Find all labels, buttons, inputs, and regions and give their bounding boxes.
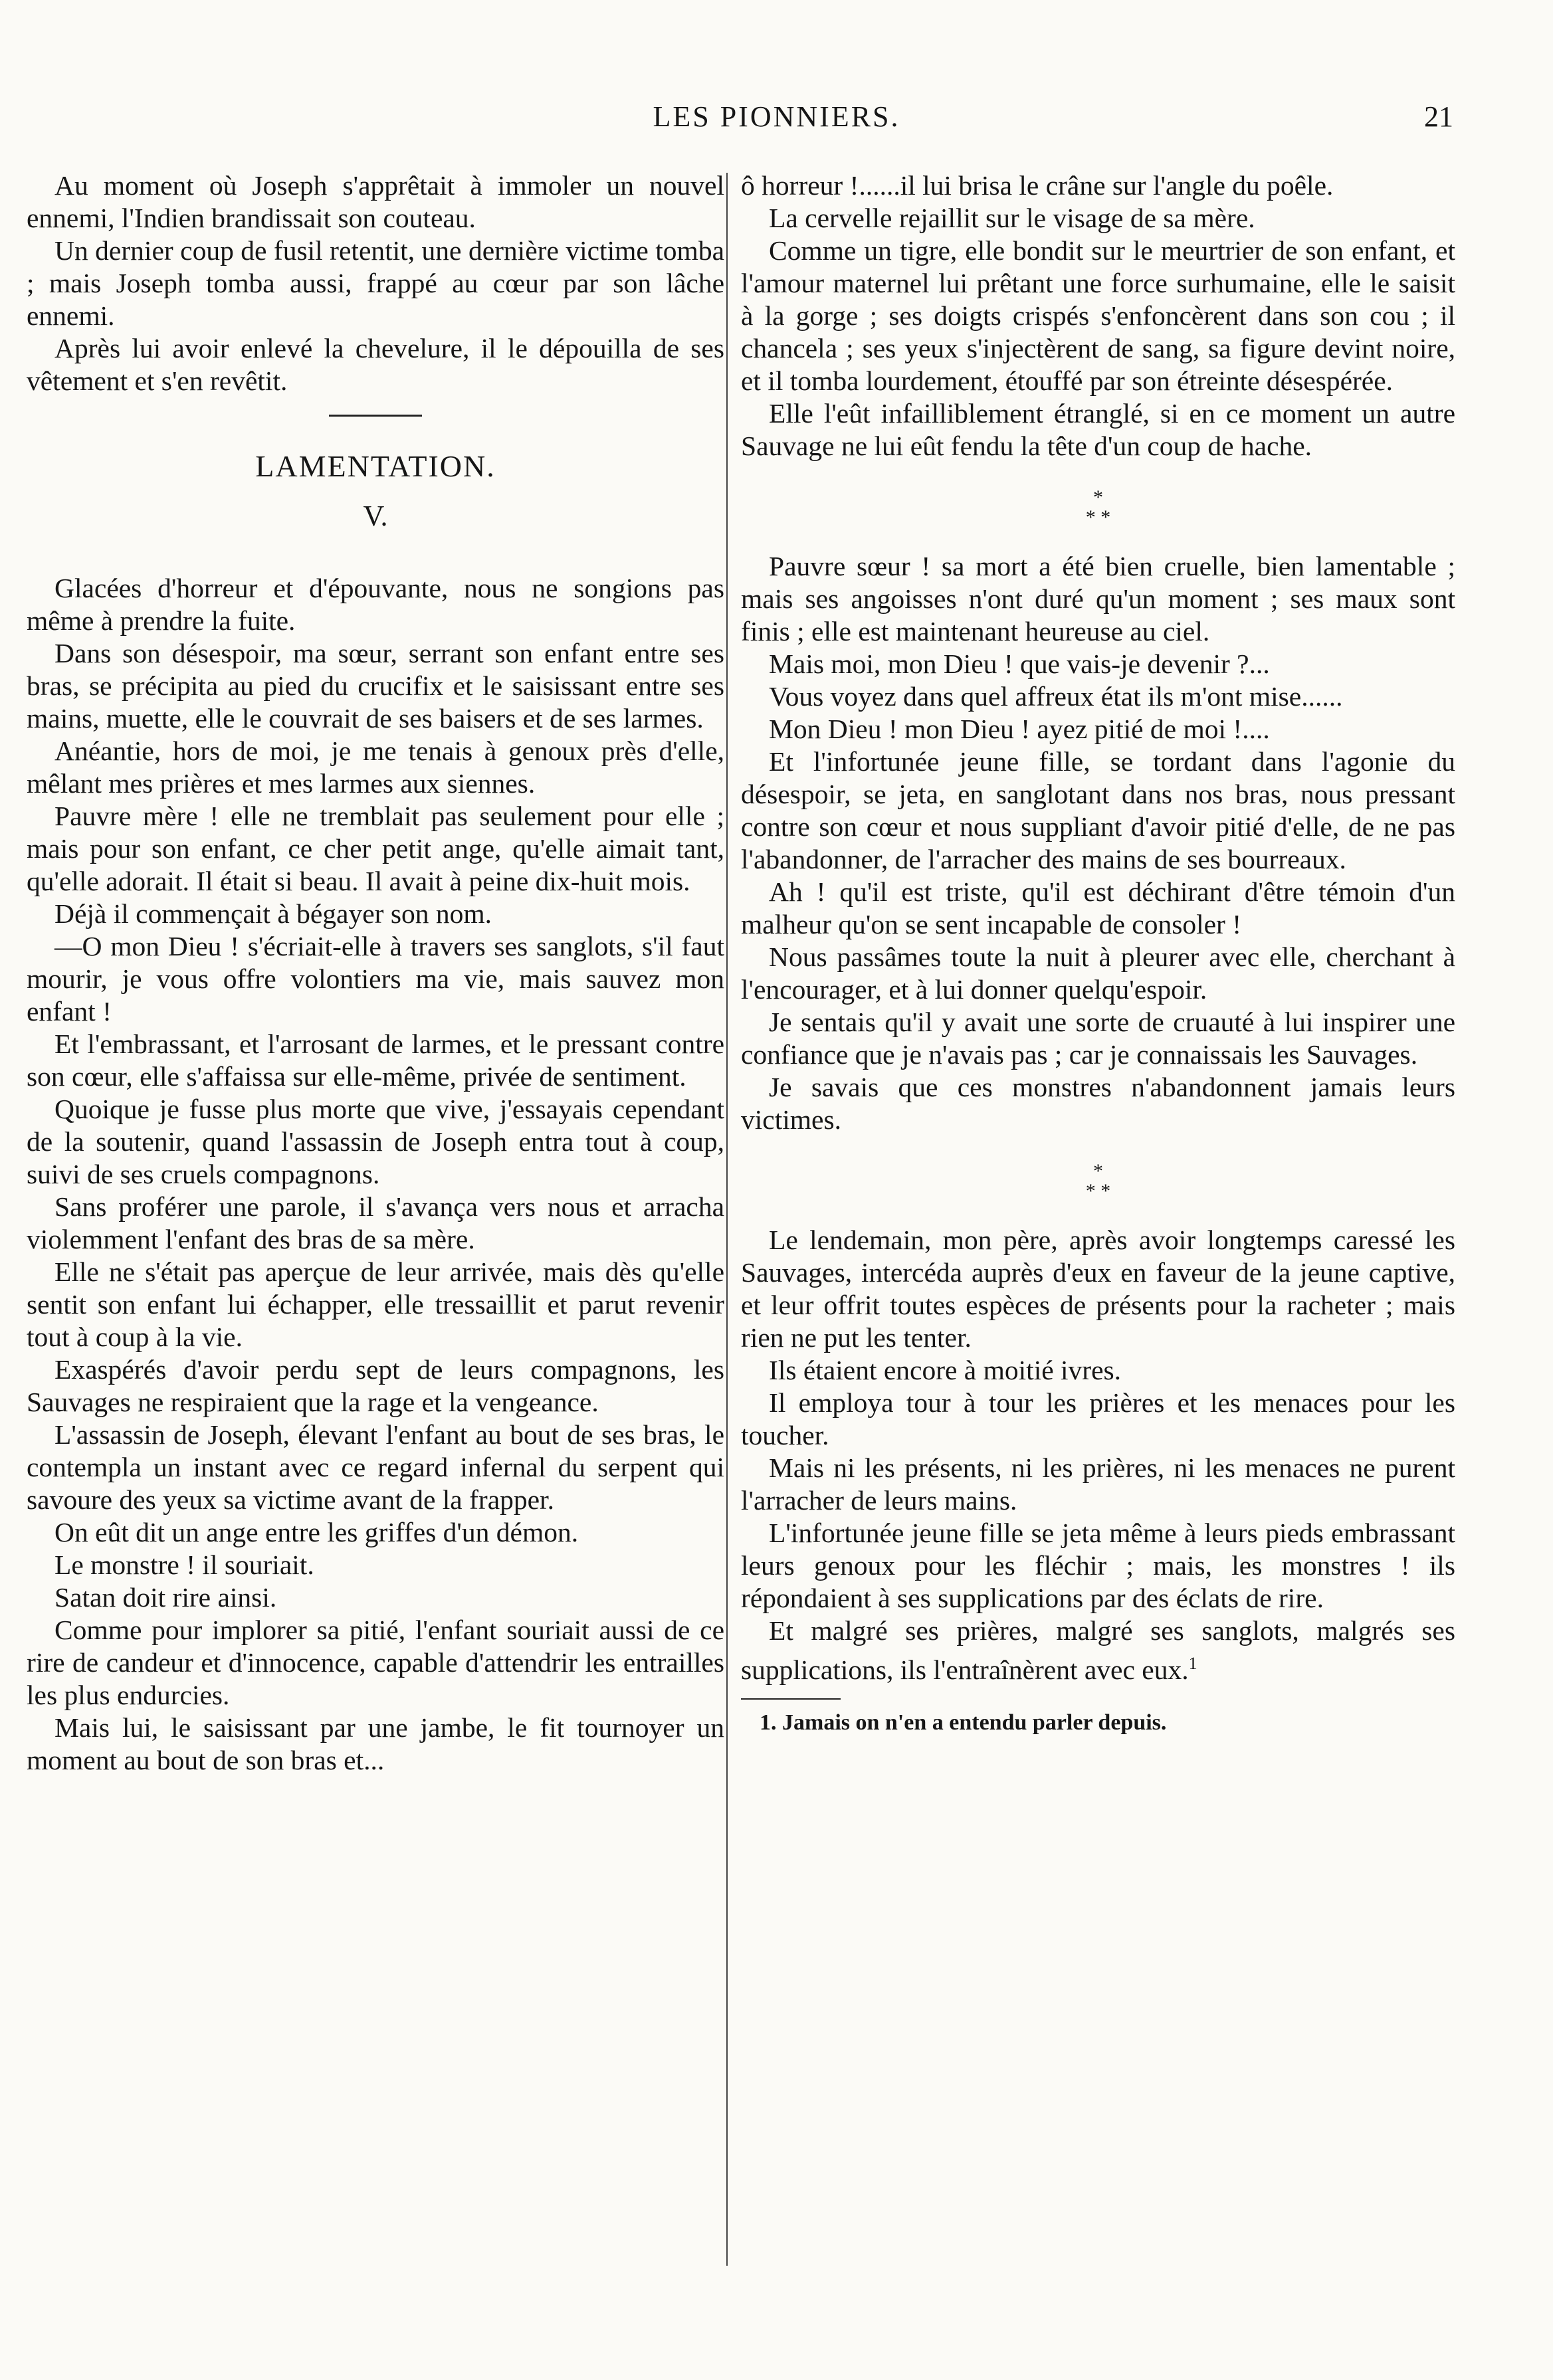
- paragraph: Mais ni les présents, ni les prières, ni les menaces ne purent l'arracher de leurs mains.: [741, 1452, 1455, 1516]
- paragraph: [741, 1615, 1455, 1686]
- paragraph-text: Et malgré ses prières, malgré ses sanglots, malgrés ses supplications, ils l'entraînèrent avec eux.: [741, 1615, 1455, 1685]
- left-column: [27, 169, 724, 1777]
- section-number: V.: [363, 500, 388, 532]
- running-title: LES PIONNIERS.: [653, 100, 900, 133]
- paragraph: L'infortunée jeune fille se jeta même à leurs pieds embrassant leurs genoux pour les fléchir ; mais, les monstres ! ils répondaient à ses supplications par des éclats de rire.: [741, 1518, 1455, 1613]
- paragraph: L'assassin de Joseph, élevant l'enfant au bout de ses bras, le contempla un instant avec ce regard infernal du serpent qui savoure des yeux sa victime avant de la frapper.: [27, 1419, 724, 1515]
- paragraph: Après lui avoir enlevé la chevelure, il le dépouilla de ses vêtement et s'en revêtit.: [27, 333, 724, 396]
- footnote-marker: 1: [1188, 1654, 1197, 1673]
- paragraph: Vous voyez dans quel affreux état ils m'ont mise......: [769, 681, 1343, 712]
- paragraph: ô horreur !......il lui brisa le crâne sur l'angle du poêle.: [741, 170, 1334, 201]
- paragraph: Dans son désespoir, ma sœur, serrant son enfant entre ses bras, se précipita au pied du crucifix et le saisissant entre ses mains, muette, elle le couvrait de ses baisers et de ses larmes.: [27, 638, 724, 734]
- section-title: LAMENTATION.: [255, 449, 496, 483]
- paragraph: Le monstre ! il souriait.: [54, 1549, 314, 1580]
- paragraph: Elle l'eût infailliblement étranglé, si en ce moment un autre Sauvage ne lui eût fendu la tête d'un coup de hache.: [741, 398, 1455, 461]
- asterism-top: *: [1093, 1160, 1103, 1182]
- asterism-bottom: * *: [1085, 1180, 1111, 1202]
- paragraph: Sans proférer une parole, il s'avança vers nous et arracha violemment l'enfant des bras de sa mère.: [27, 1191, 724, 1254]
- asterism-top: *: [1093, 486, 1103, 508]
- footnote-rule: [741, 1698, 841, 1700]
- paragraph: Mais lui, le saisissant par une jambe, le fit tournoyer un moment au bout de son bras et...: [27, 1712, 724, 1775]
- asterism-bottom: * *: [1085, 506, 1111, 528]
- paragraph: Et l'infortunée jeune fille, se tordant dans l'agonie du désespoir, se jeta, en sanglotant dans nos bras, nous pressant contre son cœur et nous suppliant d'avoir pitié d'elle, de ne pas l'abandonner, de l'arracher des mains de ses bourreaux.: [741, 746, 1455, 874]
- right-column: [741, 169, 1455, 1737]
- paragraph: Pauvre sœur ! sa mort a été bien cruelle, bien lamentable ; mais ses angoisses n'ont duré qu'un moment ; ses maux sont finis ; elle est maintenant heureuse au ciel.: [741, 551, 1455, 646]
- paragraph: Comme pour implorer sa pitié, l'enfant souriait aussi de ce rire de candeur et d'innocence, capable d'attendrir les entrailles les plus endurcies.: [27, 1615, 724, 1710]
- paragraph: Ah ! qu'il est triste, qu'il est déchirant d'être témoin d'un malheur qu'on se sent incapable de consoler !: [741, 876, 1455, 940]
- paragraph: Quoique je fusse plus morte que vive, j'essayais cependant de la soutenir, quand l'assassin de Joseph entra tout à coup, suivi de ses cruels compagnons.: [27, 1094, 724, 1189]
- paragraph: Un dernier coup de fusil retentit, une dernière victime tomba ; mais Joseph tomba aussi, frappé au cœur par son lâche ennemi.: [27, 235, 724, 331]
- paragraph: Déjà il commençait à bégayer son nom.: [54, 898, 492, 929]
- page-number: 21: [1424, 100, 1453, 133]
- paragraph: Je savais que ces monstres n'abandonnent jamais leurs victimes.: [741, 1072, 1455, 1135]
- paragraph: Satan doit rire ainsi.: [54, 1582, 277, 1613]
- paragraph: Le lendemain, mon père, après avoir longtemps caressé les Sauvages, intercéda auprès d'eux en faveur de la jeune captive, et leur offrit toutes espèces de présents pour la racheter ; mais rien ne put les tenter.: [741, 1225, 1455, 1353]
- paragraph: Glacées d'horreur et d'épouvante, nous ne songions pas même à prendre la fuite.: [27, 573, 724, 636]
- paragraph: Nous passâmes toute la nuit à pleurer avec elle, cherchant à l'encourager, et à lui donner quelqu'espoir.: [741, 942, 1455, 1005]
- footnote: 1. Jamais on n'en a entendu parler depuis.: [760, 1710, 1167, 1735]
- paragraph: Pauvre mère ! elle ne tremblait pas seulement pour elle ; mais pour son enfant, ce cher petit ange, qu'elle aimait tant, qu'elle adorait. Il était si beau. Il avait à peine dix-huit mois.: [27, 801, 724, 896]
- paragraph: Exaspérés d'avoir perdu sept de leurs compagnons, les Sauvages ne respiraient que la rage et la vengeance.: [27, 1354, 724, 1417]
- paragraph: Au moment où Joseph s'apprêtait à immoler un nouvel ennemi, l'Indien brandissait son couteau.: [27, 170, 724, 233]
- paragraph: Elle ne s'était pas aperçue de leur arrivée, mais dès qu'elle sentit son enfant lui échapper, elle tressaillit et parut revenir tout à coup à la vie.: [27, 1256, 724, 1352]
- paragraph: On eût dit un ange entre les griffes d'un démon.: [54, 1517, 579, 1547]
- running-header: [0, 100, 1553, 159]
- paragraph: Je sentais qu'il y avait une sorte de cruauté à lui inspirer une confiance que je n'avais pas ; car je connaissais les Sauvages.: [741, 1007, 1455, 1070]
- asterism: [741, 1161, 1455, 1201]
- column-divider: [726, 173, 728, 2266]
- paragraph: Mon Dieu ! mon Dieu ! ayez pitié de moi !....: [769, 714, 1270, 744]
- section-divider: [329, 415, 422, 417]
- paragraph: Mais moi, mon Dieu ! que vais-je devenir ?...: [769, 648, 1270, 679]
- paragraph: Il employa tour à tour les prières et les menaces pour les toucher.: [741, 1387, 1455, 1450]
- paragraph: —O mon Dieu ! s'écriait-elle à travers ses sanglots, s'il faut mourir, je vous offre volontiers ma vie, mais sauvez mon enfant !: [27, 931, 724, 1027]
- paragraph: Et l'embrassant, et l'arrosant de larmes, et le pressant contre son cœur, elle s'affaissa sur elle-même, privée de sentiment.: [27, 1029, 724, 1092]
- paragraph: La cervelle rejaillit sur le visage de sa mère.: [769, 203, 1255, 233]
- asterism: [741, 488, 1455, 528]
- paragraph: Anéantie, hors de moi, je me tenais à genoux près d'elle, mêlant mes prières et mes larmes aux siennes.: [27, 736, 724, 799]
- paragraph: Comme un tigre, elle bondit sur le meurtrier de son enfant, et l'amour maternel lui prêtant une force surhumaine, elle le saisit à la gorge ; ses doigts crispés s'enfoncèrent dans son cou ; il chancela ; ses yeux s'injectèrent de sang, sa figure devint noire, et il tomba lourdement, étouffé par son étreinte désespérée.: [741, 235, 1455, 396]
- paragraph: Ils étaient encore à moitié ivres.: [769, 1355, 1122, 1385]
